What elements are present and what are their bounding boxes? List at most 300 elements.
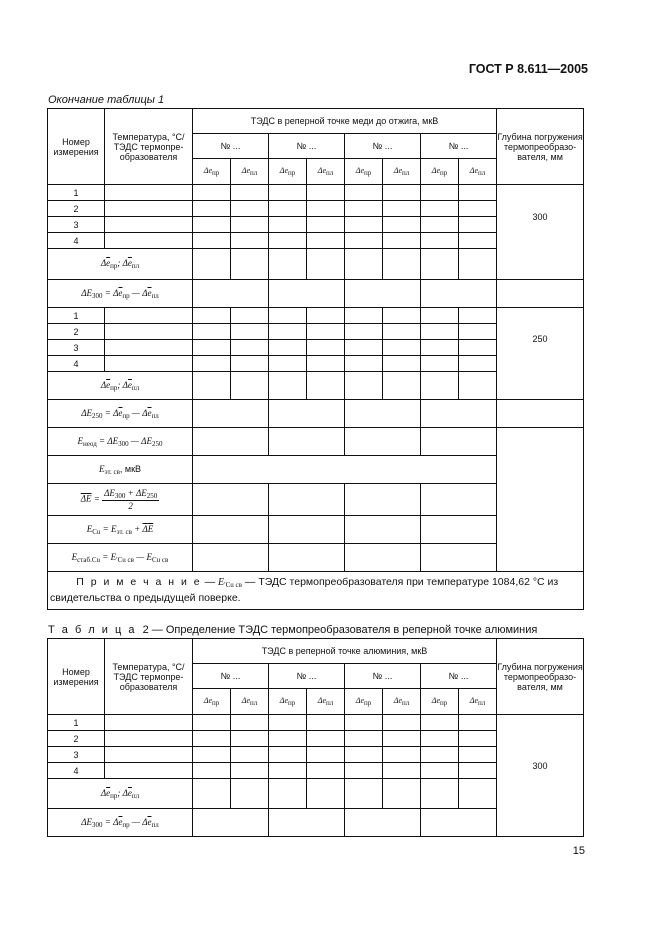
formula-sub-pl: пл — [151, 820, 159, 829]
empty-cell — [421, 731, 459, 747]
de-pl-header — [307, 159, 345, 185]
formula-eq: = — [100, 523, 111, 534]
note-text: — ТЭДС термопреобразователя при температуре 1084,62 °С из свидетельства о предыдущей поверке. — [50, 576, 559, 604]
table-note — [48, 572, 584, 610]
empty-cell — [383, 763, 421, 779]
formula-delta: Δ — [122, 787, 128, 798]
empty-cell — [193, 185, 231, 201]
de-subscript: пр — [440, 699, 448, 707]
formula-mean-de — [48, 249, 193, 280]
formula-delta: Δ — [104, 488, 110, 498]
empty-cell — [459, 324, 497, 340]
empty-cell — [231, 779, 269, 809]
empty-cell — [459, 233, 497, 249]
formula-E: $\overline{E}$ — [86, 493, 92, 504]
formula-delta: Δ — [135, 488, 142, 498]
header-temperature: Температура, °С/ТЭДС термопре-образователя — [105, 639, 193, 715]
empty-cell — [307, 233, 345, 249]
formula-sub-cu-sv: Cu св — [151, 555, 169, 564]
formula-delta: Δ — [113, 816, 119, 827]
empty-cell — [105, 763, 193, 779]
de-subscript: пр — [440, 169, 448, 177]
formula-semicolon: ; — [117, 787, 123, 798]
formula-delta: Δ — [142, 816, 148, 827]
header-temperature: Температура, °С/ТЭДС термопре-образователя — [105, 109, 193, 185]
meas-number: 2 — [48, 201, 105, 217]
empty-cell — [383, 233, 421, 249]
formula-sub-pl: пл — [151, 291, 159, 300]
formula-delta: Δ — [113, 407, 119, 418]
thermo-no-4: № ... — [421, 664, 497, 689]
empty-cell — [105, 185, 193, 201]
empty-cell — [269, 185, 307, 201]
formula-sub-cu-sv-prime: ′Cu св — [224, 581, 242, 589]
empty-cell — [459, 201, 497, 217]
empty-cell — [421, 428, 497, 456]
formula-delta: Δ — [100, 258, 107, 268]
empty-cell — [421, 372, 459, 400]
formula-delta: Δ — [113, 287, 119, 298]
de-symbol: Δe — [355, 696, 364, 705]
empty-cell — [497, 428, 584, 572]
table-row-e300 — [48, 280, 584, 308]
formula-delta: Δ — [107, 435, 113, 446]
empty-cell — [307, 249, 345, 280]
formula-sub-pr: пр — [110, 262, 118, 270]
empty-cell — [193, 763, 231, 779]
table-row — [48, 715, 584, 731]
formula-E: E — [86, 287, 93, 298]
formula-delta: Δ — [122, 258, 128, 268]
empty-cell — [193, 456, 497, 484]
de-pr-header — [345, 159, 383, 185]
empty-cell — [231, 308, 269, 324]
meas-number: 3 — [48, 747, 105, 763]
empty-cell — [269, 763, 307, 779]
formula-delta: Δ — [142, 407, 148, 418]
thermo-no-1: № ... — [193, 664, 269, 689]
depth-value — [497, 715, 584, 837]
header-depth: Глубина погружения термопреобразо-вателя, мм — [497, 109, 584, 185]
formula-e-cu — [48, 516, 193, 544]
de-symbol: Δe — [203, 166, 212, 175]
formula-sub-pr: пр — [122, 820, 130, 829]
formula-delta: Δ — [81, 287, 87, 298]
empty-cell — [269, 715, 307, 731]
empty-cell — [269, 249, 307, 280]
formula-semicolon: ; — [117, 258, 123, 268]
empty-cell — [269, 516, 345, 544]
formula-sub-pl: пл — [131, 383, 140, 392]
empty-cell — [105, 217, 193, 233]
de-symbol: Δe — [431, 166, 440, 175]
formula-E: E — [109, 488, 115, 498]
empty-cell — [193, 428, 269, 456]
formula-eq: = — [100, 551, 111, 562]
formula-E: E — [98, 463, 105, 474]
empty-cell — [231, 185, 269, 201]
formula-e: $\overline{e}$ — [147, 407, 152, 418]
empty-cell — [269, 217, 307, 233]
formula-sub-pl: пл — [131, 791, 140, 800]
empty-cell — [193, 356, 231, 372]
empty-cell — [269, 201, 307, 217]
empty-cell — [459, 308, 497, 324]
empty-cell — [231, 340, 269, 356]
formula-E: E — [71, 551, 78, 562]
table2-caption-text: 2 — Определение ТЭДС термопреобразователя в реперной точке алюминия — [142, 624, 538, 636]
empty-cell — [105, 233, 193, 249]
formula-E: E — [110, 551, 117, 562]
empty-cell — [459, 747, 497, 763]
de-subscript: пр — [364, 169, 372, 177]
formula-E: E — [146, 551, 152, 562]
empty-cell — [193, 544, 269, 572]
empty-cell — [307, 747, 345, 763]
fraction-numerator — [102, 488, 159, 501]
formula-E: E — [77, 435, 84, 446]
empty-cell — [307, 779, 345, 809]
table-row — [48, 185, 584, 201]
depth-value-a: 300 — [532, 212, 548, 222]
empty-cell — [459, 763, 497, 779]
meas-number: 3 — [48, 340, 105, 356]
empty-cell — [383, 324, 421, 340]
formula-sub-300: 300 — [92, 820, 103, 829]
meas-number: 1 — [48, 715, 105, 731]
empty-cell — [231, 747, 269, 763]
formula-e-stab — [48, 544, 193, 572]
de-subscript: пл — [250, 169, 258, 177]
de-pr-header — [193, 159, 231, 185]
empty-cell — [105, 356, 193, 372]
empty-cell — [421, 249, 459, 280]
empty-cell — [383, 185, 421, 201]
empty-cell — [193, 779, 231, 809]
empty-cell — [307, 201, 345, 217]
empty-cell — [345, 715, 383, 731]
empty-cell — [269, 233, 307, 249]
empty-cell — [383, 715, 421, 731]
empty-cell — [231, 715, 269, 731]
formula-minus: — — [128, 435, 142, 446]
table-row — [48, 308, 584, 324]
de-symbol: Δe — [355, 166, 364, 175]
empty-cell — [269, 324, 307, 340]
de-subscript: пр — [288, 699, 296, 707]
empty-cell — [105, 308, 193, 324]
empty-cell — [269, 809, 345, 837]
empty-cell — [383, 779, 421, 809]
de-subscript: пл — [478, 699, 486, 707]
formula-sub-stab-cu: стаб.Cu — [77, 555, 101, 564]
de-pr-header — [345, 689, 383, 715]
table2-caption-label: Т а б л и ц а — [48, 624, 137, 636]
header-depth: Глубина погружения термопреобразо-вателя, мм — [497, 639, 584, 715]
empty-cell — [193, 249, 231, 280]
de-symbol: Δe — [469, 166, 479, 175]
formula-E: E — [146, 435, 152, 446]
formula-e: $\overline{e}$ — [106, 787, 111, 798]
formula-sub-250: 250 — [92, 411, 103, 420]
de-symbol: Δe — [317, 696, 326, 705]
formula-sub-300: 300 — [114, 492, 126, 500]
formula-minus: — — [133, 551, 147, 562]
empty-cell — [307, 185, 345, 201]
formula-sub-pr: пр — [122, 411, 130, 420]
formula-sub-pr: пр — [110, 383, 118, 392]
empty-cell — [193, 715, 231, 731]
formula-E: E — [218, 577, 225, 588]
empty-cell — [383, 731, 421, 747]
document-header: ГОСТ Р 8.611—2005 — [468, 62, 588, 76]
formula-e-et-sv — [48, 456, 193, 484]
formula-unit: , мкВ — [119, 463, 142, 474]
formula-eq: = — [102, 287, 114, 298]
formula-E: E — [86, 407, 93, 418]
table2-caption — [48, 624, 537, 636]
de-pl-header — [459, 159, 497, 185]
empty-cell — [231, 249, 269, 280]
de-pr-header — [269, 159, 307, 185]
de-symbol: Δe — [317, 166, 326, 175]
de-subscript: пр — [288, 169, 296, 177]
de-subscript: пр — [364, 699, 372, 707]
note-label: П р и м е ч а н и е — [76, 576, 202, 588]
formula-minus: — — [129, 287, 143, 298]
formula-E: E — [112, 435, 119, 446]
empty-cell — [383, 249, 421, 280]
empty-cell — [193, 484, 269, 516]
empty-cell — [421, 747, 459, 763]
empty-cell — [193, 280, 269, 308]
empty-cell — [231, 324, 269, 340]
depth-value — [497, 185, 584, 280]
formula-E: E — [86, 523, 93, 534]
empty-cell — [383, 356, 421, 372]
empty-cell — [269, 400, 345, 428]
formula-sub-pr: пр — [110, 791, 118, 800]
meas-number: 2 — [48, 731, 105, 747]
formula-sub-300: 300 — [118, 439, 129, 448]
empty-cell — [497, 400, 584, 428]
empty-cell — [193, 747, 231, 763]
empty-cell — [421, 217, 459, 233]
empty-cell — [231, 217, 269, 233]
de-symbol: Δe — [431, 696, 440, 705]
formula-delta: Δ — [81, 407, 87, 418]
empty-cell — [193, 324, 231, 340]
de-pl-header — [383, 159, 421, 185]
thermo-no-2: № ... — [269, 134, 345, 159]
empty-cell — [421, 308, 459, 324]
empty-cell — [459, 217, 497, 233]
table-1 — [47, 108, 584, 610]
meas-number: 4 — [48, 356, 105, 372]
table-2 — [47, 638, 584, 837]
empty-cell — [345, 308, 383, 324]
de-subscript: пл — [326, 169, 334, 177]
formula-e300 — [48, 280, 193, 308]
empty-cell — [345, 809, 421, 837]
empty-cell — [459, 715, 497, 731]
thermo-no-3: № ... — [345, 134, 421, 159]
empty-cell — [269, 356, 307, 372]
empty-cell — [345, 340, 383, 356]
empty-cell — [193, 340, 231, 356]
de-pl-header — [307, 689, 345, 715]
header-meas-number: Номер измерения — [48, 109, 105, 185]
formula-eq: = — [102, 407, 114, 418]
empty-cell — [459, 731, 497, 747]
empty-cell — [421, 356, 459, 372]
empty-cell — [193, 516, 269, 544]
de-pl-header — [459, 689, 497, 715]
formula-sub-pl: пл — [131, 262, 140, 270]
formula-delta: $\overline{\Delta}$ — [142, 523, 148, 534]
empty-cell — [269, 731, 307, 747]
empty-cell — [307, 763, 345, 779]
de-subscript: пл — [402, 699, 410, 707]
empty-cell — [345, 731, 383, 747]
empty-cell — [345, 324, 383, 340]
formula-e: $\overline{e}$ — [118, 816, 123, 827]
empty-cell — [105, 201, 193, 217]
formula-mean-delta-e — [48, 484, 193, 516]
de-subscript: пр — [212, 699, 220, 707]
empty-cell — [269, 428, 345, 456]
meas-number: 1 — [48, 185, 105, 201]
thermo-no-2: № ... — [269, 664, 345, 689]
formula-e: $\overline{e}$ — [118, 287, 123, 298]
empty-cell — [497, 280, 584, 308]
empty-cell — [459, 340, 497, 356]
depth-value-b: 250 — [532, 333, 548, 344]
empty-cell — [383, 747, 421, 763]
de-subscript: пл — [402, 169, 410, 177]
thermo-no-1: № ... — [193, 134, 269, 159]
de-symbol: Δe — [469, 696, 478, 705]
meas-number: 2 — [48, 324, 105, 340]
de-subscript: пл — [250, 699, 258, 707]
depth-value-t2: 300 — [532, 760, 548, 771]
empty-cell — [421, 544, 497, 572]
empty-cell — [307, 356, 345, 372]
empty-cell — [421, 324, 459, 340]
formula-delta: Δ — [81, 816, 87, 827]
de-subscript: пр — [212, 169, 220, 177]
empty-cell — [383, 201, 421, 217]
empty-cell — [345, 428, 421, 456]
formula-minus: — — [129, 816, 143, 827]
formula-sub-300: 300 — [92, 291, 103, 300]
header-meas-number: Номер измерения — [48, 639, 105, 715]
formula-eq: = — [96, 435, 108, 446]
formula-minus: — — [129, 407, 143, 418]
formula-eq: = — [102, 816, 114, 827]
empty-cell — [231, 356, 269, 372]
formula-delta: $\overline{\Delta}$ — [80, 493, 87, 504]
empty-cell — [345, 217, 383, 233]
note-symbol — [218, 577, 242, 588]
empty-cell — [345, 201, 383, 217]
empty-cell — [193, 809, 269, 837]
table-row-eneod — [48, 428, 584, 456]
de-symbol: Δe — [241, 696, 250, 705]
empty-cell — [459, 356, 497, 372]
empty-cell — [345, 484, 421, 516]
formula-mean-de — [48, 779, 193, 809]
table1-caption: Окончание таблицы 1 — [48, 94, 165, 106]
empty-cell — [269, 747, 307, 763]
de-symbol: Δe — [279, 696, 288, 705]
formula-plus: + — [131, 523, 143, 534]
formula-e: $\overline{e}$ — [147, 287, 152, 298]
empty-cell — [231, 372, 269, 400]
empty-cell — [231, 233, 269, 249]
empty-cell — [105, 340, 193, 356]
formula-sub-250: 250 — [151, 439, 163, 448]
empty-cell — [269, 340, 307, 356]
formula-E: E — [86, 816, 93, 827]
de-pr-header — [193, 689, 231, 715]
empty-cell — [307, 217, 345, 233]
de-subscript: пл — [478, 169, 486, 177]
formula-semicolon: ; — [117, 379, 123, 390]
formula-e: $\overline{e}$ — [106, 258, 111, 268]
empty-cell — [383, 340, 421, 356]
de-symbol: Δe — [393, 696, 402, 705]
formula-e: $\overline{e}$ — [127, 258, 132, 268]
empty-cell — [307, 731, 345, 747]
empty-cell — [421, 715, 459, 731]
empty-cell — [421, 400, 497, 428]
formula-e: $\overline{e}$ — [127, 379, 132, 390]
empty-cell — [459, 185, 497, 201]
de-pr-header — [421, 159, 459, 185]
meas-number: 3 — [48, 217, 105, 233]
formula-delta: Δ — [122, 379, 128, 390]
empty-cell — [105, 747, 193, 763]
de-pr-header — [421, 689, 459, 715]
empty-cell — [345, 763, 383, 779]
formula-E: E — [141, 488, 147, 498]
header-tedс-group: ТЭДС в реперной точке меди до отжига, мкВ — [193, 109, 497, 134]
empty-cell — [459, 372, 497, 400]
empty-cell — [307, 308, 345, 324]
empty-cell — [345, 372, 383, 400]
empty-cell — [193, 308, 231, 324]
de-symbol: Δe — [393, 166, 402, 175]
empty-cell — [269, 779, 307, 809]
formula-E: $\overline{E}$ — [147, 523, 154, 534]
meas-number: 1 — [48, 308, 105, 324]
empty-cell — [421, 779, 459, 809]
empty-cell — [105, 715, 193, 731]
empty-cell — [307, 372, 345, 400]
formula-sub-250: 250 — [146, 492, 158, 500]
empty-cell — [193, 400, 269, 428]
empty-cell — [231, 201, 269, 217]
empty-cell — [345, 185, 383, 201]
formula-delta: Δ — [100, 379, 107, 390]
note-dash: — — [201, 576, 218, 588]
formula-e250 — [48, 400, 193, 428]
empty-cell — [345, 544, 421, 572]
empty-cell — [383, 372, 421, 400]
empty-cell — [345, 516, 421, 544]
thermo-no-3: № ... — [345, 664, 421, 689]
